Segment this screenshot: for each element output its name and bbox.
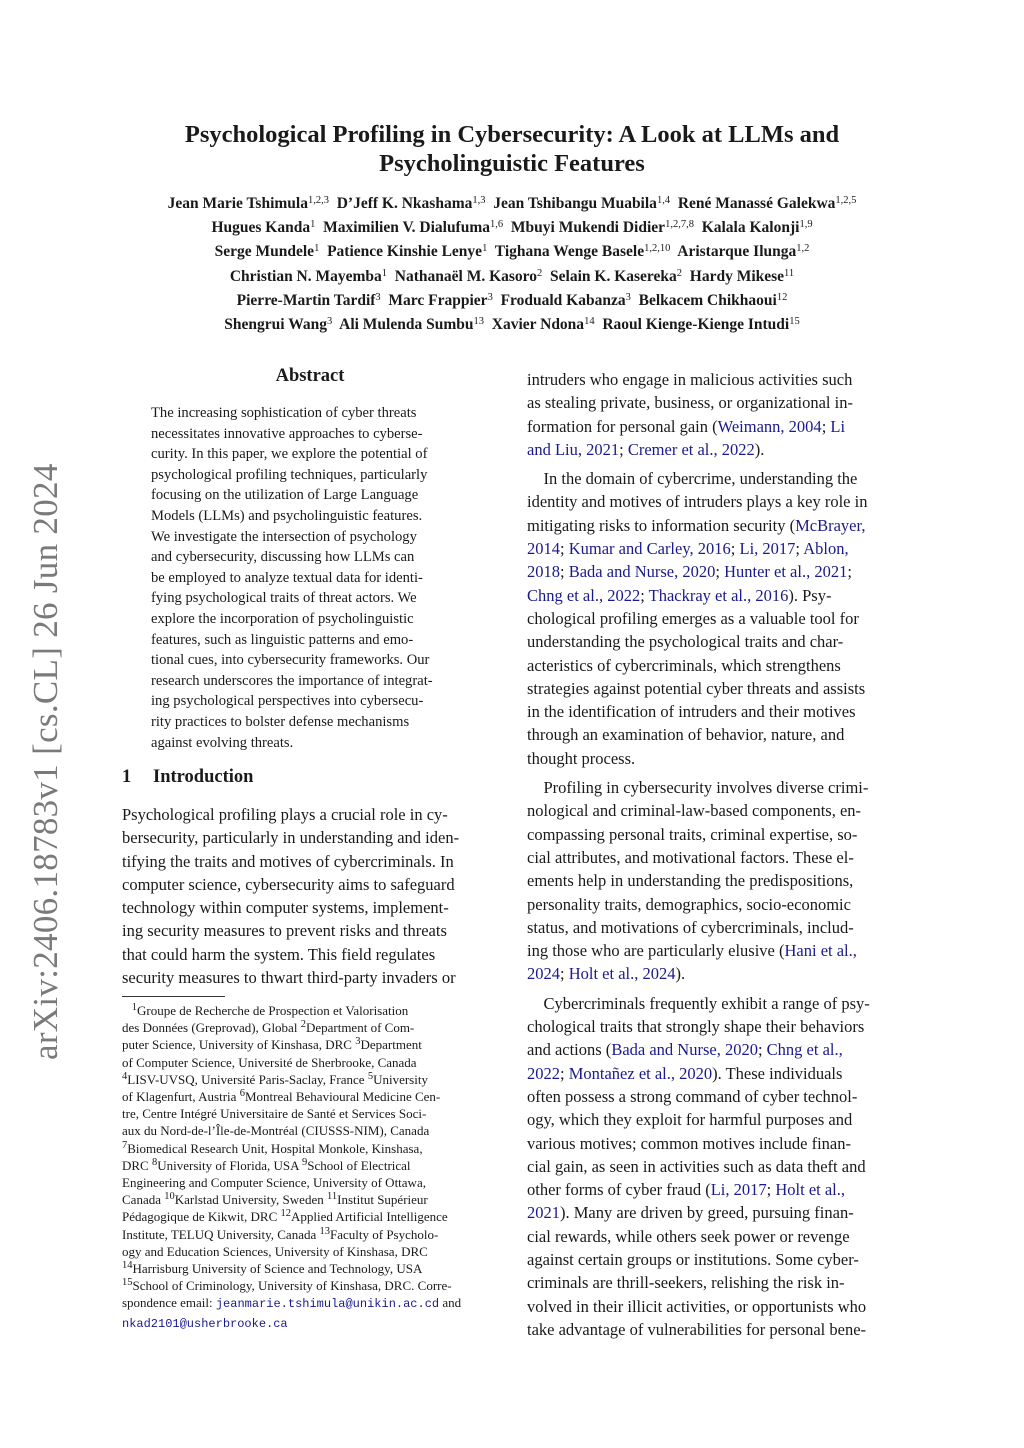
citation-link[interactable]: Li, 2017 [739,539,796,559]
citation-link[interactable]: 2018 [527,562,560,582]
section-heading-introduction: 1 Introduction [122,767,254,787]
citation-link[interactable]: Li, 2017 [710,1180,767,1200]
citation-link[interactable]: 2022 [527,1063,560,1083]
author-line: Serge Mundele$^1$ Patience Kinshie Lenye$^1$ Tighana Wenge Basele$^{1,2,10}$ Aristarque Ilunga$^{1,2}$ [214,243,810,261]
citation-link[interactable]: Weimann, 2004 [717,416,822,436]
author-line: Pierre-Martin Tardif$^3$ Marc Frappier$^3$ Froduald Kabanza$^3$ Belkacem Chikhaoui$^{12}$ [236,291,788,309]
citation-link[interactable]: Montañez et al., 2020 [568,1063,713,1083]
citation-link[interactable]: Chng et al., [766,1040,843,1060]
paragraph: In the domain of cybercrime, understanding the identity and motives of intruders plays a key role in mitigating risks to information security (McBrayer, 2014; Kumar and Carley, 2016; Li, 2017; Ablon, 2018; Bada and Nurse, 2020; Hunter et al., 2021; Chng et al., 2022; Thackray et al., 2016). Psy- chological profiling emerges as a valuable tool for understanding the psychological traits and char- acteristics of cybercriminals, which strengthens strategies against potential cyber threats and assists in the identification of intruders and their motives through an examination of behavior, nature, and thought process. [527,469,868,768]
citation-link[interactable]: 2014 [527,539,560,559]
author-line: Hugues Kanda$^1$ Maximilien V. Dialufuma$^{1,6}$ Mbuyi Mukendi Didier$^{1,2,7,8}$ Kalala Kalonji$^{1,9}$ [211,219,813,237]
citation-link[interactable]: Cremer et al., 2022 [627,439,755,459]
citation-link[interactable]: and Liu, 2021 [527,439,620,459]
citation-link[interactable]: Hunter et al., 2021 [724,562,848,582]
citation-link[interactable]: Li [830,416,846,436]
citation-link[interactable]: 2021 [527,1203,560,1223]
paragraph: Cybercriminals frequently exhibit a range of psy- chological traits that strongly shape their behaviors and actions (Bada and Nurse, 2020; Chng et al., 2022; Montañez et al., 2020). These individuals often possess a strong command of cyber technol- ogy, which they exploit for harmful purposes and various motives; common motives include finan- cial gain, as seen in activities such as data theft and other forms of cyber fraud (Li, 2017; Holt et al., 2021). Many are driven by greed, pursuing finan- cial rewards, while others seek power or revenge against certain groups or institutions. Some cyber- criminals are thrill-seekers, relishing the risk in- volved in their illicit activities, or opportunists who take advantage of vulnerabilities for personal bene- [527,993,870,1339]
arxiv-identifier-stamp: arXiv:2406.18783v1 [cs.CL] 26 Jun 2024 [26,463,65,1060]
citation-link[interactable]: Ablon, [803,539,849,559]
author-line: Christian N. Mayemba$^1$ Nathanaël M. Kasoro$^2$ Selain K. Kasereka$^2$ Hardy Mikese$^{11}$ [229,267,795,285]
author-line: Shengrui Wang$^3$ Ali Mulenda Sumbu$^{13}$ Xavier Ndona$^{14}$ Raoul Kienge-Kienge Intudi$^{15}$ [224,316,800,334]
citation-link[interactable]: McBrayer, [795,515,866,535]
introduction-body: Psychological profiling plays a crucial role in cy- bersecurity, particularly in understanding and iden- tifying the traits and motives of cybercriminals. In computer science, cybersecurity aims to safeguard technology within computer systems, implement- ing security measures to prevent risks and threats that could harm the system. This field regulates security measures to thwart third-party invaders or [122,805,460,988]
right-column-body: intruders who engage in malicious activities such as stealing private, business, or organizational in- formation for personal gain (Weimann, 2004; Li and Liu, 2021; Cremer et al., 2022). In the domain of cybercrime, understanding the identity and motives of intruders plays a key role in mitigating risks to information security (McBrayer, 2014; Kumar and Carley, 2016; Li, 2017; Ablon, 2018; Bada and Nurse, 2020; Hunter et al., 2021; Chng et al., 2022; Thackray et al., 2016). Psy- chological profiling emerges as a valuable tool for understanding the psychological traits and char- acteristics of cybercriminals, which strengthens strategies against potential cyber threats and assists in the identification of intruders and their motives through an examination of behavior, nature, and thought process. Profiling in cybersecurity involves diverse crimi- nological and criminal-law-based components, en- compassing personal traits, criminal expertise, so- cial attributes, and motivational factors. These el- ements help in understanding the predispositions, personality traits, demographics, socio-economic status, and motivations of cybercriminals, includ- ing those who are particularly elusive (Hani et al., 2024; Holt et al., 2024). Cybercriminals frequently exhibit a range of psy- chological traits that strongly shape their behaviors and actions (Bada and Nurse, 2020; Chng et al., 2022; Montañez et al., 2020). These individuals often possess a strong command of cyber technol- ogy, which they exploit for harmful purposes and various motives; common motives include finan- cial gain, as seen in activities such as data theft and other forms of cyber fraud (Li, 2017; Holt et al., 2021). Many are driven by greed, pursuing finan- cial rewards, while others seek power or revenge against certain groups or institutions. Some cyber- criminals are thrill-seekers, relishing the risk in- volved in their illicit activities, or opportunists who take advantage of vulnerabilities for personal bene- [527,368,907,1341]
affiliation-footnote: $^1$Groupe de Recherche de Prospection et Valorisation des Données (Greprovad), Global $^2$Department of Com- puter Science, University of Kinshasa, DRC $^3$Department of Computer Science, Université de Sherbrooke, Canada $^4$LISV-UVSQ, Université Paris-Saclay, France $^5$University of Klagenfurt, Austria $^6$Montreal Behavioural Medicine Cen- tre, Centre Intégré Universitaire de Santé et Services Soci- aux du Nord-de-l’Île-de-Montréal (CIUSSS-NIM), Canada $^7$Biomedical Research Unit, Hospital Monkole, Kinshasa, DRC $^8$University of Florida, USA $^9$School of Electrical Engineering and Computer Science, University of Ottawa, Canada $^{10}$Karlstad University, Sweden $^{11}$Institut Supérieur Pédagogique de Kikwit, DRC $^{12}$Applied Artificial Intelligence Institute, TELUQ University, Canada $^{13}$Faculty of Psycholo- ogy and Education Sciences, University of Kinshasa, DRC $^{14}$Harrisburg University of Science and Technology, USA $^{15}$School of Criminology, University of Kinshasa, DRC. Corre- spondence email: jeanmarie.tshimula@unikin.ac.cd and nkad2101@usherbrooke.ca [122,1002,462,1331]
citation-link[interactable]: 2024 [527,964,560,984]
citation-link[interactable]: Bada and Nurse, 2020 [611,1040,758,1060]
email-link[interactable]: jeanmarie.tshimula@unikin.ac.cd [215,1297,440,1312]
citation-link[interactable]: Holt et al., 2024 [568,964,676,984]
paper-title: Psychological Profiling in Cybersecurity: A Look at LLMs and Psycholinguistic Features [184,121,840,177]
abstract-body: The increasing sophistication of cyber threats necessitates innovative approaches to cyberse- curity. In this paper, we explore the potential of psychological profiling techniques, particularly focusing on the utilization of Large Language Models (LLMs) and psycholinguistic features. We investigate the intersection of psychology and cybersecurity, discussing how LLMs can be employed to analyze textual data for identi- fying psychological traits of threat actors. We explore the incorporation of psycholinguistic features, such as linguistic patterns and emo- tional cues, into cybersecurity frameworks. Our research underscores the importance of integrat- ing psychological perspectives into cybersecu- rity practices to bolster defense mechanisms against evolving threats. [151,405,433,751]
citation-link[interactable]: Kumar and Carley, 2016 [568,539,731,559]
citation-link[interactable]: Chng et al., 2022 [527,585,641,605]
citation-link[interactable]: Thackray et al., 2016 [648,585,789,605]
citation-link[interactable]: Holt et al., [775,1180,846,1200]
citation-link[interactable]: Hani et al., [784,941,857,961]
citation-link[interactable]: Bada and Nurse, 2020 [568,562,716,582]
footnote-divider [122,996,225,997]
paragraph: Profiling in cybersecurity involves diverse crimi- nological and criminal-law-based components, en- compassing personal traits, criminal expertise, so- cial attributes, and motivational factors. These el- ements help in understanding the predispositions, personality traits, demographics, socio-economic status, and motivations of cybercriminals, includ- ing those who are particularly elusive (Hani et al., 2024; Holt et al., 2024). [527,778,869,984]
author-list [100,192,924,337]
abstract-heading: Abstract [275,366,345,386]
author-line: Jean Marie Tshimula$^{1,2,3}$ D’Jeff K. Nkashama$^{1,3}$ Jean Tshibangu Muabila$^{1,4}$ René Manassé Galekwa$^{1,2,5}$ [167,195,857,212]
email-link[interactable]: nkad2101@usherbrooke.ca [122,1316,288,1331]
